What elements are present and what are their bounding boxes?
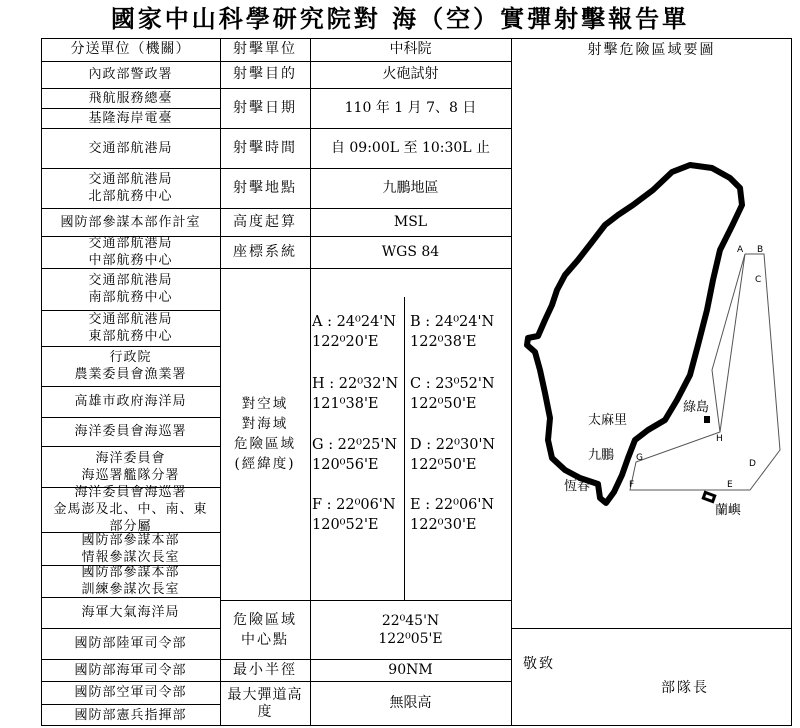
green-island-marker (704, 416, 710, 423)
recipient-7: 國防部參謀本部作計室 (60, 214, 201, 230)
point-d: D : 22⁰30'N 122⁰50'E (410, 437, 496, 473)
unit-value: 中科院 (389, 41, 432, 57)
recipient-6: 交通部航港局 北部航務中心 (88, 172, 173, 204)
recipient-3: 飛航服務總臺 (88, 90, 173, 106)
taiwan-outline (527, 165, 742, 503)
place-label-jiupeng: 九鵬 (588, 448, 615, 463)
recipient-15: 海洋委員會海巡署 金馬澎及北、中、南、東 部分屬 (53, 485, 208, 534)
point-f: F : 22⁰06'N 120⁰52'E (312, 497, 396, 533)
recipient-8: 交通部航港局 中部航務中心 (88, 236, 173, 268)
recipient-14: 海洋委員會 海巡署艦隊分署 (81, 450, 180, 483)
coord-value: WGS 84 (381, 243, 440, 260)
point-letter-g: G (636, 453, 643, 463)
coord-label: 座標系統 (233, 243, 297, 260)
recipient-20: 國防部海軍司令部 (74, 662, 187, 678)
place-label-hengchun: 恆春 (564, 479, 591, 494)
recipient-11: 行政院 農業委員會漁業署 (74, 350, 187, 382)
recipient-4: 基隆海岸電臺 (88, 110, 173, 126)
recipient-12: 高雄市政府海洋局 (74, 394, 187, 409)
recipient-21: 國防部空軍司令部 (74, 685, 187, 700)
point-g: G : 22⁰25'N 120⁰56'E (312, 437, 398, 473)
date-label: 射擊日期 (233, 99, 297, 116)
place-label: 射擊地點 (233, 179, 297, 196)
unit-label: 射擊單位 (233, 41, 297, 57)
point-h: H : 22⁰32'N 121⁰38'E (312, 376, 399, 412)
danger-zone-label: 對空域 對海域 危險區域 (經緯度) (234, 396, 296, 472)
date-value: 110 年 1 月 7、8 日 (344, 99, 477, 116)
place-label-orchid-island: 蘭嶼 (715, 503, 742, 518)
time-label: 射擊時間 (233, 139, 297, 156)
height-value: MSL (393, 213, 428, 230)
map-title: 射擊危險區域要圖 (587, 41, 716, 58)
purpose-label: 射擊目的 (233, 66, 297, 82)
orchid-island-marker (703, 492, 714, 501)
place-label-green-island: 綠島 (683, 400, 710, 415)
recipient-13: 海洋委員會海巡署 (74, 424, 187, 439)
point-letter-f: F (629, 480, 635, 490)
recipient-2: 內政部警政署 (88, 67, 173, 82)
point-a: A : 24⁰24'N 122⁰20'E (312, 314, 396, 350)
grid-line (404, 297, 405, 600)
recipient-10: 交通部航港局 東部航務中心 (88, 312, 173, 344)
recipient-22: 國防部憲兵指揮部 (74, 707, 187, 723)
commander-label: 部隊長 (661, 679, 709, 696)
recipient-18: 海軍大氣海洋局 (81, 605, 180, 620)
point-b: B : 24⁰24'N 122⁰38'E (410, 314, 495, 350)
point-letter-d: D (749, 459, 756, 469)
salutation: 敬致 (523, 655, 555, 672)
purpose-value: 火砲試射 (382, 66, 439, 82)
recipient-17: 國防部參謀本部 訓練參謀次長室 (81, 565, 180, 597)
center-value: 22⁰45'N 122⁰05'E (378, 612, 443, 647)
report-title: 國家中山科學研究院對 海（空）實彈射擊報告單 (110, 4, 690, 33)
place-value: 九鵬地區 (382, 179, 439, 196)
point-letter-c: C (755, 275, 762, 285)
recipient-19: 國防部陸軍司令部 (74, 636, 187, 651)
point-letter-e: E (727, 480, 733, 490)
point-letter-b: B (757, 245, 764, 255)
grid-line (511, 628, 792, 629)
altitude-label: 最大彈道高度 (227, 686, 303, 720)
altitude-value: 無限高 (389, 695, 432, 711)
danger-zone-boundary (630, 254, 780, 490)
point-c: C : 23⁰52'N 122⁰50'E (410, 376, 495, 412)
time-value: 自 09:00L 至 10:30L 止 (330, 139, 491, 156)
height-label: 高度起算 (233, 213, 297, 230)
radius-label: 最小半徑 (233, 661, 297, 678)
recipient-5: 交通部航港局 (88, 140, 173, 156)
point-letter-h: H (716, 434, 723, 444)
place-label-taimali: 太麻里 (588, 413, 628, 428)
point-e: E : 22⁰06'N 122⁰30'E (410, 497, 495, 533)
danger-zone-inner-line (712, 254, 745, 432)
recipient-9: 交通部航港局 南部航務中心 (88, 273, 173, 305)
recipient-1: 分送單位（機關） (70, 41, 191, 57)
point-letter-a: A (737, 245, 744, 255)
danger-zone-map (511, 62, 792, 628)
radius-value: 90NM (388, 661, 433, 678)
recipient-16: 國防部參謀本部 情報參謀次長室 (81, 532, 180, 565)
center-label: 危險區域 中心點 (233, 611, 297, 648)
